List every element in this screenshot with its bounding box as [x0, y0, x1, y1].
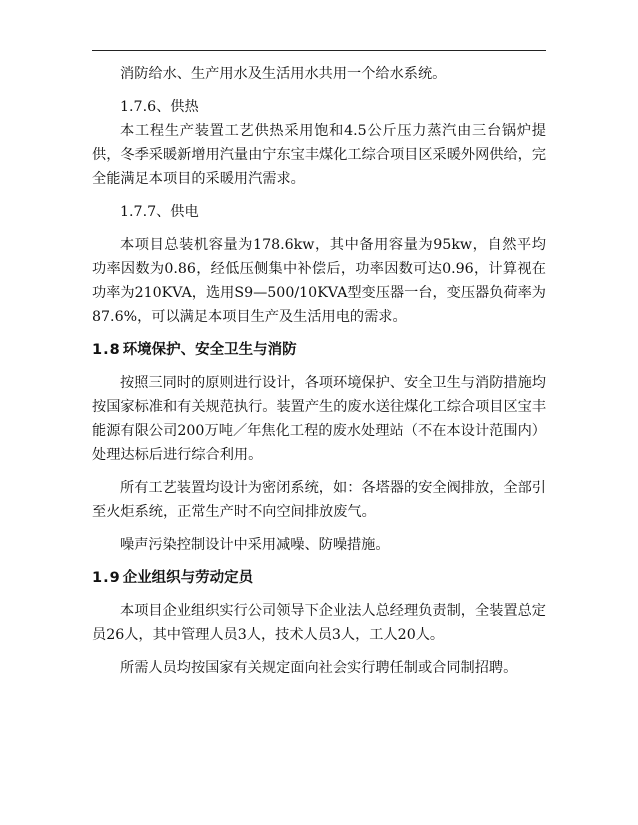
- section-heading-organization: [92, 566, 546, 590]
- header-rule: [92, 50, 546, 51]
- paragraph-power-supply: 本项目总装机容量为178.6kw，其中备用容量为95kw，自然平均功率因数为0.86，经低压侧集中补偿后，功率因数可达0.96，计算视在功率为210KVA，选用S9—500/10KVA型变压器一台，变压器负荷率为87.6%，可以满足本项目生产及生活用电的需求。: [92, 237, 546, 325]
- paragraph-organization-2: 所需人员均按国家有关规定面向社会实行聘任制或合同制招聘。: [120, 660, 518, 676]
- paragraph-water-supply: 消防给水、生产用水及生活用水共用一个给水系统。: [120, 66, 447, 82]
- paragraph-organization-1: 本项目企业组织实行公司领导下企业法人总经理负责制，全装置总定员26人，其中管理人员3人，技术人员3人，工人20人。: [92, 603, 546, 643]
- paragraph-heat-supply: 本工程生产装置工艺供热采用饱和4.5公斤压力蒸汽由三台锅炉提供，冬季采暖新增用汽量由宁东宝丰煤化工综合项目区采暖外网供给，完全能满足本项目的采暖用汽需求。: [92, 123, 547, 187]
- paragraph-environment-2: 所有工艺装置均设计为密闭系统，如：各塔器的安全阀排放，全部引至火炬系统，正常生产时不向空间排放废气。: [92, 480, 546, 520]
- section-number: 1.9: [92, 570, 121, 586]
- section-title: 环境保护、安全卫生与消防: [122, 341, 297, 358]
- document-body: [92, 62, 546, 680]
- section-number: 1.8: [92, 342, 121, 358]
- paragraph-environment-1: 按照三同时的原则进行设计，各项环境保护、安全卫生与消防措施均按国家标准和有关规范执行。装置产生的废水送往煤化工综合项目区宝丰能源有限公司200万吨／年焦化工程的废水处理站（不在本设计范围内）处理达标后进行综合利用。: [92, 375, 547, 463]
- section-title: 企业组织与劳动定员: [122, 569, 254, 586]
- paragraph-environment-3: 噪声污染控制设计中采用减噪、防噪措施。: [120, 537, 390, 553]
- subheading-power-supply: 1.7.7、供电: [120, 204, 199, 220]
- section-heading-environment: [92, 338, 546, 362]
- subheading-heat-supply: 1.7.6、供热: [120, 99, 199, 115]
